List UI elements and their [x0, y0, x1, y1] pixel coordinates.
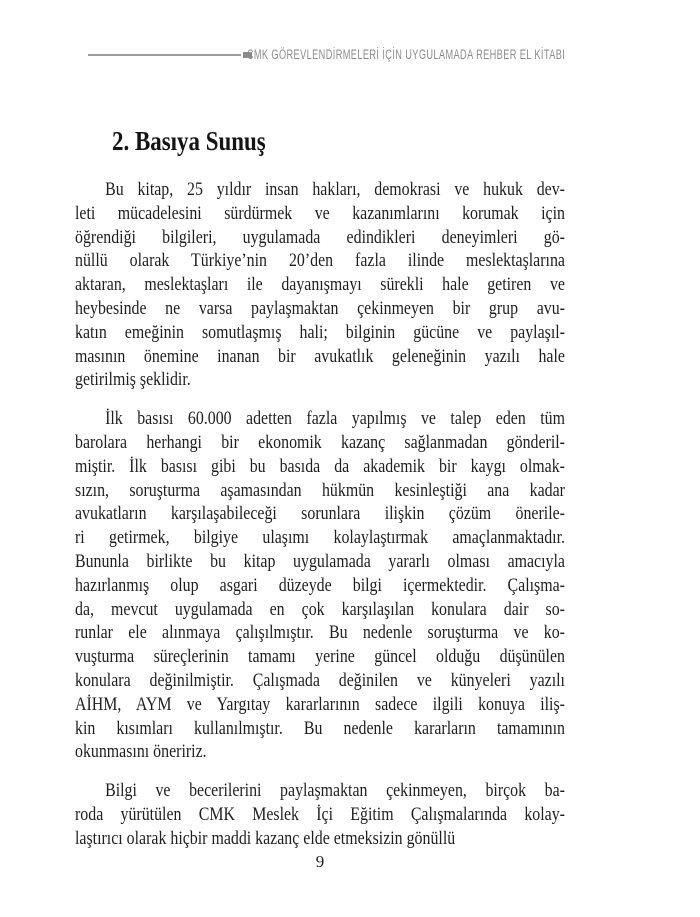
text-line: da, mevcut uygulamada en çok karşılaşılan konulara dair so-: [75, 599, 565, 620]
text-line: Bununla birlikte bu kitap uygulamada yararlı olması amacıyla: [75, 551, 565, 572]
text-line: Bilgi ve becerilerini paylaşmaktan çekinmeyen, birçok ba-: [105, 781, 565, 802]
text-line: miştir. İlk basısı gibi bu basıda da akademik bir kaygı olmak-: [75, 456, 565, 477]
text-line: heybesinde ne varsa paylaşmaktan çekinmeyen bir grup avu-: [75, 298, 565, 319]
text-line: konulara değinilmiştir. Çalışmada değinilen ve künyeleri yazılı: [75, 670, 565, 691]
text-line: getirilmiş şeklidir.: [75, 370, 191, 391]
page-number: 9: [315, 852, 325, 871]
text-line: AİHM, AYM ve Yargıtay kararlarının sadece ilgili konuya iliş-: [75, 694, 565, 715]
paragraph: [75, 780, 565, 851]
text-line: sızın, soruşturma aşamasından hükmün kesinleştiği ana kadar: [75, 480, 565, 501]
text-line: okunmasını öneririz.: [75, 742, 207, 763]
text-line: barolara herhangi bir ekonomik kazanç sağlanmadan gönderil-: [75, 432, 565, 453]
body-text: [75, 179, 565, 852]
text-line: nüllü olarak Türkiye’nin 20’den fazla ilinde meslektaşlarına: [75, 251, 565, 272]
text-line: leti mücadelesini sürdürmek ve kazanımlarını korumak için: [75, 203, 565, 224]
header-rule-line: [88, 54, 241, 56]
section-heading: 2. Basıya Sunuş: [112, 126, 266, 156]
text-line: laştırıcı olarak hiçbir maddi kazanç elde etmeksizin gönüllü: [75, 828, 456, 849]
text-line: Bu kitap, 25 yıldır insan hakları, demokrasi ve hukuk dev-: [105, 180, 565, 200]
text-line: hazırlanmış olup asgari düzeyde bilgi içermektedir. Çalışma-: [75, 575, 565, 596]
text-line: öğrendiği bilgileri, uygulamada edindikleri deneyimleri gö-: [75, 227, 565, 248]
running-header-title: CMK GÖREVLENDİRMELERİ İÇİN UYGULAMADA REHBER EL KİTABI: [246, 47, 565, 62]
text-line: masının önemine inanan bir avukatlık geleneğinin yazılı hale: [75, 346, 565, 367]
text-line: aktaran, meslektaşları ile dayanışmayı sürekli hale getiren ve: [75, 275, 565, 296]
text-line: vuşturma süreçlerinin tamamı yerine güncel olduğu düşünülen: [75, 647, 565, 668]
text-line: roda yürütülen CMK Meslek İçi Eğitim Çalışmalarında kolay-: [75, 804, 565, 825]
paragraph: [75, 179, 565, 393]
text-line: İlk basısı 60.000 adetten fazla yapılmış ve talep eden tüm: [105, 409, 565, 430]
text-line: avukatların karşılaşabileceği sorunlara ilişkin çözüm önerile-: [75, 504, 565, 525]
text-line: kin kısımları kullanılmıştır. Bu nedenle kararların tamamının: [75, 718, 565, 739]
text-line: runlar ele alınmaya çalışılmıştır. Bu nedenle soruşturma ve ko-: [75, 623, 565, 644]
text-line: ri getirmek, bilgiye ulaşımı kolaylaştırmak amaçlanmaktadır.: [75, 528, 565, 549]
paragraph: [75, 408, 565, 765]
text-line: katın emeğinin somutlaşmış hali; bilginin gücüne ve paylaşıl-: [75, 322, 565, 343]
